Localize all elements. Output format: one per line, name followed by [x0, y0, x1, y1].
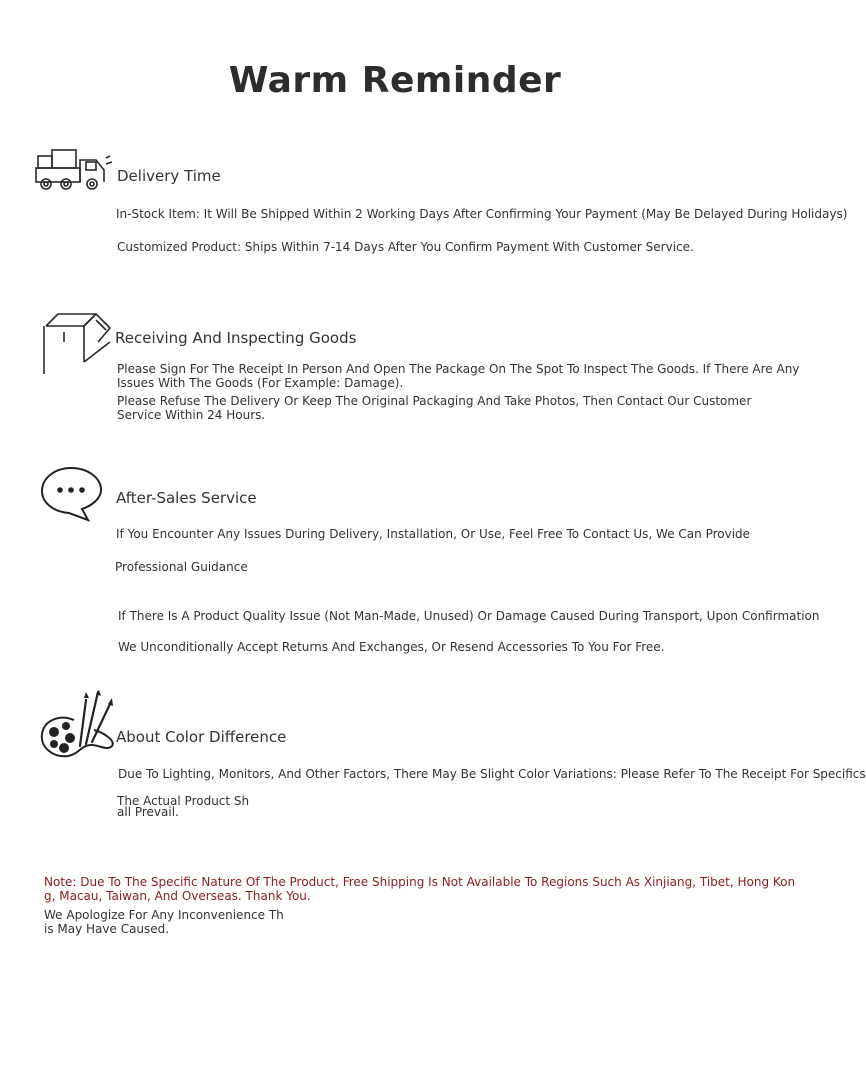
color-text-1: Due To Lighting, Monitors, And Other Factors, There May Be Slight Color Variations: Please Refer To The Receipt For Specifics [118, 767, 866, 781]
section-heading-delivery: Delivery Time [117, 167, 221, 185]
aftersales-text-1: If You Encounter Any Issues During Delivery, Installation, Or Use, Feel Free To Contact Us, We Can Provide [116, 527, 751, 541]
paint-palette-icon [40, 690, 116, 762]
aftersales-text-2: Professional Guidance [115, 560, 248, 574]
section-heading-color: About Color Difference [116, 728, 287, 746]
aftersales-text-4: We Unconditionally Accept Returns And Exchanges, Or Resend Accessories To You For Free. [118, 640, 665, 654]
page-title: Warm Reminder [228, 60, 562, 101]
receiving-text-1b: Issues With The Goods (For Example: Damage). [117, 376, 404, 390]
note-line-2: g, Macau, Taiwan, And Overseas. Thank You. [44, 889, 311, 903]
delivery-customized-text: Customized Product: Ships Within 7-14 Days After You Confirm Payment With Customer Service. [117, 240, 694, 254]
chat-bubble-icon [40, 466, 106, 524]
package-box-icon [40, 312, 114, 378]
note-line-1: Note: Due To The Specific Nature Of The Product, Free Shipping Is Not Available To Regions Such As Xinjiang, Tibet, Hong Kon [44, 875, 796, 889]
section-heading-receiving: Receiving And Inspecting Goods [115, 329, 357, 347]
receiving-text-2b: Service Within 24 Hours. [117, 408, 266, 422]
note-line-4: is May Have Caused. [44, 922, 170, 936]
receiving-text-2a: Please Refuse The Delivery Or Keep The Original Packaging And Take Photos, Then Contact Our Customer [117, 394, 752, 408]
delivery-truck-icon [34, 148, 114, 194]
color-text-3: all Prevail. [117, 805, 179, 819]
aftersales-text-3: If There Is A Product Quality Issue (Not Man-Made, Unused) Or Damage Caused During Transport, Upon Confirmation [118, 609, 820, 623]
color-text-2: The Actual Product Sh [117, 794, 250, 808]
delivery-instock-text: In-Stock Item: It Will Be Shipped Within 2 Working Days After Confirming Your Payment (May Be Delayed During Holidays) [116, 207, 848, 221]
note-line-3: We Apologize For Any Inconvenience Th [44, 908, 284, 922]
section-heading-aftersales: After-Sales Service [116, 489, 257, 507]
receiving-text-1a: Please Sign For The Receipt In Person And Open The Package On The Spot To Inspect The Goods. If There Are Any [117, 362, 800, 376]
